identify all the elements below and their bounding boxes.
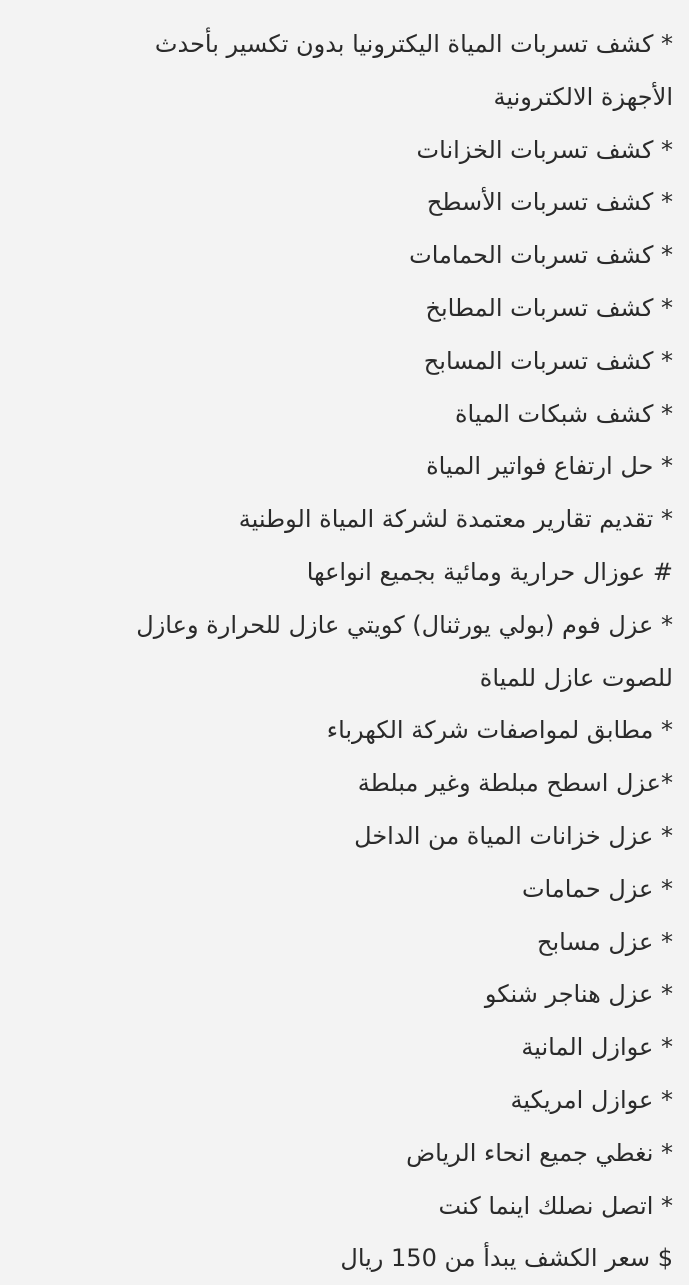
text-line: * عزل هناجر شنكو [484, 980, 673, 1009]
text-line: * عزل حمامات [521, 874, 673, 903]
text-line: * نغطي جميع انحاء الرياض [406, 1138, 673, 1167]
text-line: # عوزال حرارية ومائية بجميع انواعها [306, 557, 673, 586]
text-line: * كشف تسربات المسابح [423, 346, 673, 375]
text-line: الأجهزة الالكترونية [493, 82, 673, 111]
text-line: * عزل فوم (بولي يورثنال) كويتي عازل للحرارة وعازل [136, 610, 673, 639]
text-line: *عزل اسطح مبلطة وغير مبلطة [357, 769, 673, 798]
text-line: * عزل مسابح [536, 927, 673, 956]
text-line: * عزل خزانات المياة من الداخل [354, 821, 673, 850]
text-line: * كشف تسربات الحمامات [409, 241, 673, 270]
text-line: * اتصل نصلك اينما كنت [438, 1191, 673, 1220]
text-line: * مطابق لمواصفات شركة الكهرباء [326, 716, 673, 745]
text-line: * كشف تسربات الخزانات [416, 135, 673, 164]
text-line: للصوت عازل للمياة [479, 663, 673, 692]
text-line: * كشف تسربات المياة اليكترونيا بدون تكسير بأحدث [154, 30, 673, 58]
text-line: * تقديم تقارير معتمدة لشركة المياة الوطنية [238, 505, 673, 534]
text-line: * حل ارتفاع فواتير المياة [426, 452, 673, 481]
text-line: * كشف تسربات المطابخ [425, 293, 673, 322]
text-line: * كشف تسربات الأسطح [426, 188, 673, 217]
text-line: * عوازل المانية [521, 1033, 673, 1062]
text-line: * كشف شبكات المياة [454, 399, 673, 428]
text-line: * عوازل امريكية [510, 1085, 673, 1114]
price-line: $ سعر الكشف يبدأ من 150 ريال [340, 1244, 673, 1273]
document-text [14, 18, 673, 1285]
